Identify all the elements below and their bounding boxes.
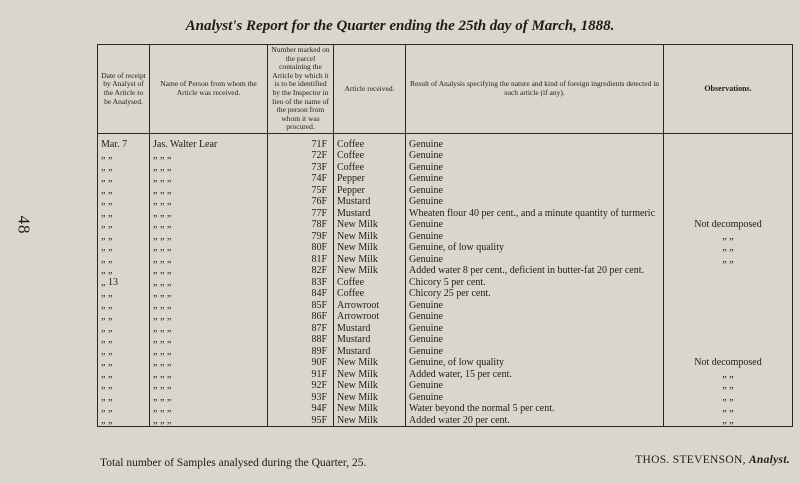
cell-obs: [664, 334, 793, 346]
header-observations: Observations.: [664, 45, 793, 134]
cell-obs: [664, 311, 793, 323]
cell-result: Added water 8 per cent., deficient in butter-fat 20 per cent.: [406, 265, 664, 277]
cell-date: „ „: [98, 196, 150, 208]
cell-name: „ „ „: [150, 357, 268, 369]
cell-date: „ „: [98, 403, 150, 415]
cell-number: 78F: [268, 219, 334, 231]
table-row: [98, 288, 793, 300]
cell-number: 82F: [268, 265, 334, 277]
cell-date: „ „: [98, 323, 150, 335]
cell-number: 71F: [268, 133, 334, 150]
cell-article: New Milk: [334, 242, 406, 254]
cell-article: New Milk: [334, 403, 406, 415]
cell-obs: „ „: [664, 369, 793, 381]
cell-name: „ „ „: [150, 300, 268, 312]
cell-article: Coffee: [334, 162, 406, 174]
cell-name: „ „ „: [150, 254, 268, 266]
cell-number: 89F: [268, 346, 334, 358]
table-row: [98, 403, 793, 415]
cell-article: Pepper: [334, 185, 406, 197]
cell-date: „ „: [98, 346, 150, 358]
cell-result: Genuine: [406, 185, 664, 197]
cell-result: Genuine: [406, 300, 664, 312]
cell-result: Genuine: [406, 392, 664, 404]
cell-result: Genuine: [406, 254, 664, 266]
cell-name: „ „ „: [150, 242, 268, 254]
cell-name: „ „ „: [150, 277, 268, 289]
cell-number: 95F: [268, 415, 334, 427]
cell-date: „ „: [98, 150, 150, 162]
report-title: Analyst's Report for the Quarter ending the 25th day of March, 1888.: [185, 18, 615, 34]
cell-article: New Milk: [334, 392, 406, 404]
cell-result: Chicory 5 per cent.: [406, 277, 664, 289]
cell-number: 81F: [268, 254, 334, 266]
table-row: [98, 300, 793, 312]
cell-date: „ „: [98, 288, 150, 300]
table-row: [98, 196, 793, 208]
table-row: [98, 311, 793, 323]
cell-number: 83F: [268, 277, 334, 289]
cell-date: „ „: [98, 415, 150, 427]
cell-result: Genuine: [406, 323, 664, 335]
analyst-title: Analyst.: [748, 454, 790, 466]
table-row: [98, 392, 793, 404]
table-row: [98, 346, 793, 358]
cell-result: Genuine: [406, 150, 664, 162]
cell-number: 72F: [268, 150, 334, 162]
cell-name: „ „ „: [150, 403, 268, 415]
header-result: Result of Analysis specifying the nature and kind of foreign ingredients detected in such article (if any).: [406, 45, 664, 134]
cell-result: Genuine, of low quality: [406, 242, 664, 254]
cell-date: „ „: [98, 265, 150, 277]
cell-date: „ „: [98, 231, 150, 243]
cell-date: „ „: [98, 185, 150, 197]
cell-date: „ „: [98, 242, 150, 254]
cell-date: „ „: [98, 392, 150, 404]
cell-article: Pepper: [334, 173, 406, 185]
cell-obs: [664, 150, 793, 162]
cell-number: 91F: [268, 369, 334, 381]
cell-name: „ „ „: [150, 219, 268, 231]
table-row: [98, 208, 793, 220]
cell-article: New Milk: [334, 265, 406, 277]
table-row: [98, 219, 793, 231]
cell-obs: [664, 300, 793, 312]
cell-obs: „ „: [664, 254, 793, 266]
cell-name: „ „ „: [150, 334, 268, 346]
cell-name: Jas. Walter Lear: [150, 133, 268, 150]
cell-number: 84F: [268, 288, 334, 300]
cell-article: New Milk: [334, 254, 406, 266]
cell-obs: [664, 346, 793, 358]
cell-result: Added water 20 per cent.: [406, 415, 664, 427]
total-samples: Total number of Samples analysed during the Quarter, 25.: [100, 457, 367, 469]
cell-name: „ „ „: [150, 162, 268, 174]
cell-article: Mustard: [334, 208, 406, 220]
cell-result: Genuine: [406, 196, 664, 208]
cell-result: Genuine, of low quality: [406, 357, 664, 369]
table-row: [98, 254, 793, 266]
table-row: [98, 173, 793, 185]
cell-name: „ „ „: [150, 288, 268, 300]
cell-article: New Milk: [334, 357, 406, 369]
cell-article: Coffee: [334, 277, 406, 289]
cell-result: Genuine: [406, 219, 664, 231]
cell-obs: [664, 323, 793, 335]
cell-obs: Not decomposed: [664, 219, 793, 231]
table-row: [98, 162, 793, 174]
cell-date: Mar. 7: [98, 133, 150, 150]
cell-obs: [664, 162, 793, 174]
cell-name: „ „ „: [150, 150, 268, 162]
cell-number: 94F: [268, 403, 334, 415]
cell-name: „ „ „: [150, 173, 268, 185]
page-number: 48: [14, 215, 34, 235]
cell-obs: [664, 133, 793, 150]
cell-result: Genuine: [406, 162, 664, 174]
cell-name: „ „ „: [150, 185, 268, 197]
table-row: [98, 133, 793, 150]
cell-article: New Milk: [334, 380, 406, 392]
cell-number: 80F: [268, 242, 334, 254]
cell-date: „ „: [98, 254, 150, 266]
cell-name: „ „ „: [150, 415, 268, 427]
analyst-name: THOS. STEVENSON,: [635, 454, 746, 466]
cell-result: Chicory 25 per cent.: [406, 288, 664, 300]
cell-obs: [664, 288, 793, 300]
header-number: Number marked on the parcel containing the Article by which it is to be identified by the Inspector in lieu of the name of the person from whom it was procured.: [268, 45, 334, 134]
cell-name: „ „ „: [150, 231, 268, 243]
table-row: [98, 357, 793, 369]
cell-result: Wheaten flour 40 per cent., and a minute quantity of turmeric: [406, 208, 664, 220]
cell-article: Coffee: [334, 150, 406, 162]
cell-number: 74F: [268, 173, 334, 185]
table-row: [98, 380, 793, 392]
cell-article: Arrowroot: [334, 300, 406, 312]
cell-obs: [664, 185, 793, 197]
cell-article: New Milk: [334, 231, 406, 243]
cell-name: „ „ „: [150, 392, 268, 404]
header-name: Name of Person from whom the Article was received.: [150, 45, 268, 134]
cell-obs: [664, 208, 793, 220]
cell-number: 87F: [268, 323, 334, 335]
cell-number: 93F: [268, 392, 334, 404]
cell-article: Arrowroot: [334, 311, 406, 323]
cell-name: „ „ „: [150, 380, 268, 392]
cell-date: „ „: [98, 334, 150, 346]
cell-result: Genuine: [406, 231, 664, 243]
cell-result: Genuine: [406, 334, 664, 346]
cell-number: 88F: [268, 334, 334, 346]
cell-date: „ „: [98, 311, 150, 323]
cell-article: New Milk: [334, 415, 406, 427]
cell-obs: Not decomposed: [664, 357, 793, 369]
cell-date: „ „: [98, 369, 150, 381]
cell-name: „ „ „: [150, 208, 268, 220]
cell-obs: „ „: [664, 380, 793, 392]
cell-number: 73F: [268, 162, 334, 174]
cell-obs: „ „: [664, 242, 793, 254]
cell-article: New Milk: [334, 369, 406, 381]
cell-name: „ „ „: [150, 323, 268, 335]
cell-result: Genuine: [406, 133, 664, 150]
header-date: Date of receipt by Analyst of the Article to be Analysed.: [98, 45, 150, 134]
cell-obs: [664, 173, 793, 185]
cell-date: „ „: [98, 380, 150, 392]
cell-number: 76F: [268, 196, 334, 208]
table-row: [98, 415, 793, 427]
cell-date: „ „: [98, 219, 150, 231]
cell-result: Water beyond the normal 5 per cent.: [406, 403, 664, 415]
header-row: [98, 45, 793, 134]
cell-obs: „ „: [664, 231, 793, 243]
cell-article: Mustard: [334, 323, 406, 335]
cell-article: New Milk: [334, 219, 406, 231]
cell-article: Mustard: [334, 196, 406, 208]
cell-result: Genuine: [406, 173, 664, 185]
cell-obs: „ „: [664, 392, 793, 404]
cell-number: 86F: [268, 311, 334, 323]
cell-date: „ „: [98, 162, 150, 174]
header-article: Article received.: [334, 45, 406, 134]
table-row: [98, 265, 793, 277]
cell-article: Mustard: [334, 334, 406, 346]
cell-obs: „ „: [664, 403, 793, 415]
cell-name: „ „ „: [150, 346, 268, 358]
table-row: [98, 242, 793, 254]
table-row: [98, 334, 793, 346]
cell-date: „ 13: [98, 277, 150, 289]
cell-date: „ „: [98, 357, 150, 369]
cell-obs: „ „: [664, 415, 793, 427]
table-row: [98, 323, 793, 335]
cell-obs: [664, 265, 793, 277]
cell-number: 75F: [268, 185, 334, 197]
cell-result: Genuine: [406, 346, 664, 358]
cell-result: Genuine: [406, 380, 664, 392]
table-row: [98, 277, 793, 289]
cell-article: Mustard: [334, 346, 406, 358]
cell-article: Coffee: [334, 133, 406, 150]
cell-number: 90F: [268, 357, 334, 369]
cell-number: 79F: [268, 231, 334, 243]
table-row: [98, 185, 793, 197]
cell-date: „ „: [98, 208, 150, 220]
cell-name: „ „ „: [150, 311, 268, 323]
table-row: [98, 231, 793, 243]
cell-date: „ „: [98, 300, 150, 312]
cell-number: 92F: [268, 380, 334, 392]
analysis-table: [97, 44, 793, 427]
cell-result: Added water, 15 per cent.: [406, 369, 664, 381]
cell-result: Genuine: [406, 311, 664, 323]
cell-number: 77F: [268, 208, 334, 220]
cell-obs: [664, 277, 793, 289]
cell-name: „ „ „: [150, 196, 268, 208]
analyst-signature: [635, 454, 790, 466]
cell-name: „ „ „: [150, 369, 268, 381]
table-row: [98, 369, 793, 381]
cell-number: 85F: [268, 300, 334, 312]
cell-article: Coffee: [334, 288, 406, 300]
table-row: [98, 150, 793, 162]
cell-name: „ „ „: [150, 265, 268, 277]
cell-obs: [664, 196, 793, 208]
cell-date: „ „: [98, 173, 150, 185]
